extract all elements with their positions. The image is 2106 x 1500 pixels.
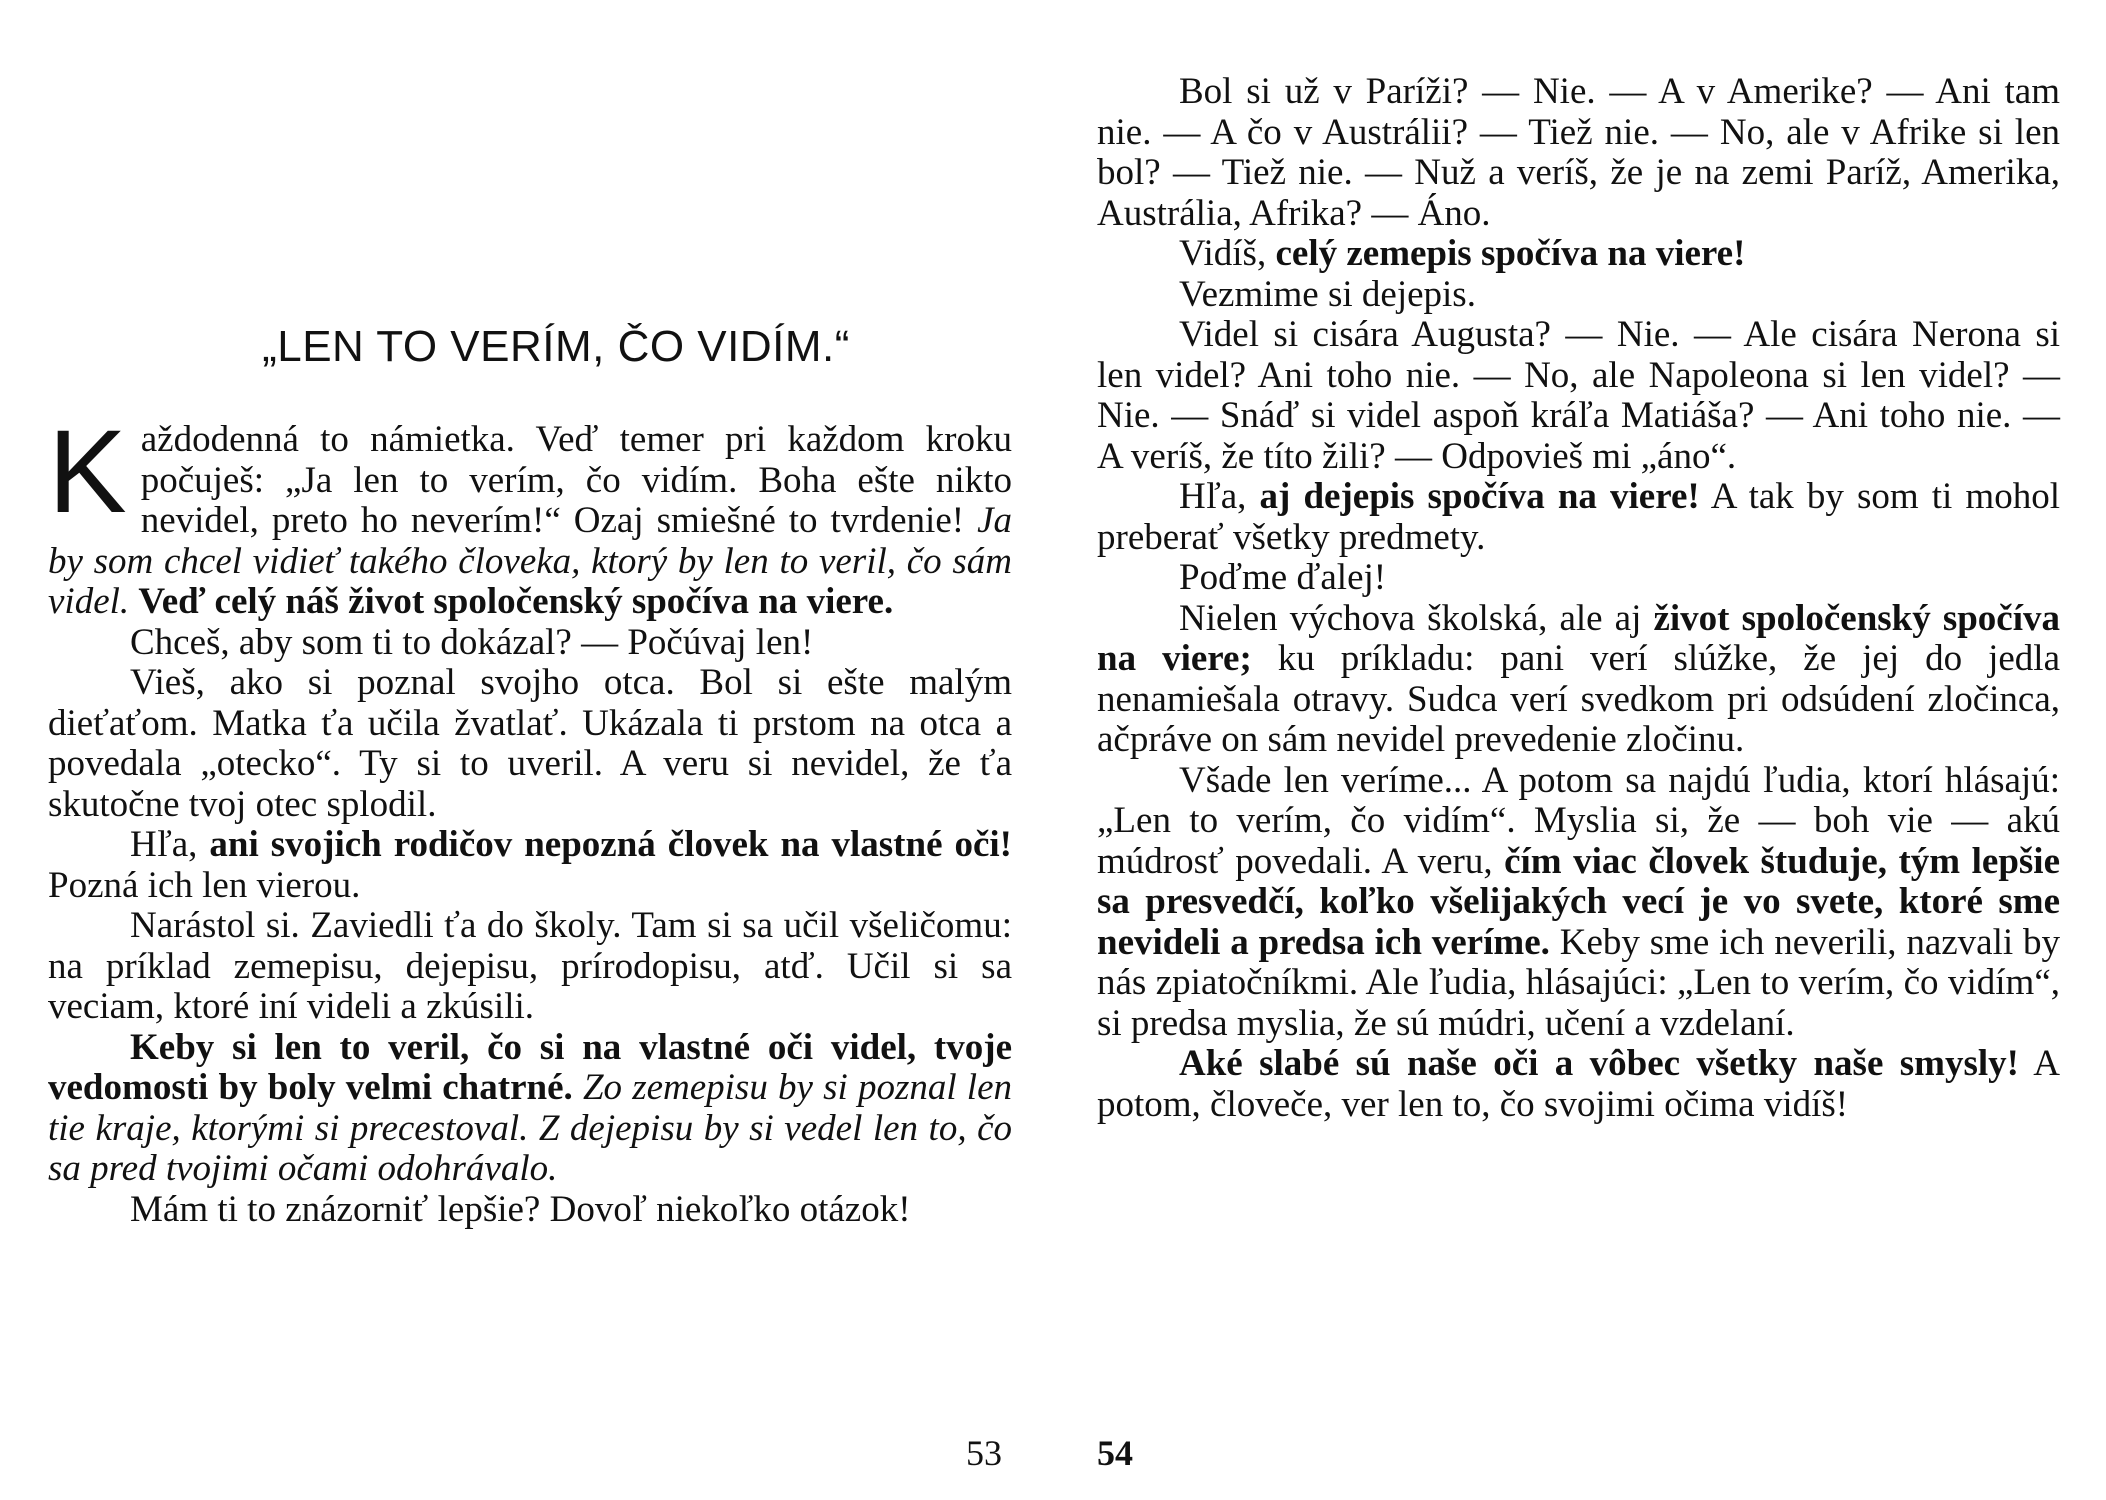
- bold-text: život spoločenský spočíva na viere;: [1097, 597, 2061, 679]
- paragraph-text: Nielen výchova školská, ale aj: [1179, 597, 1654, 639]
- paragraph: Videl si cisára Augusta? — Nie. — Ale cisára Nerona si len videl? Ani toho nie. — No, ale Napoleona si len videl? — Nie. — Snáď si videl aspoň kráľa Matiáša? — Ani toho nie. — A veríš, že títo žili? — Odpovieš mi „áno“.: [1097, 314, 2060, 477]
- right-page-body: [1097, 72, 2060, 1125]
- paragraph: [48, 1028, 1012, 1190]
- italic-text: Ja by som chcel vidieť takého človeka, ktorý by len to veril, čo sám videl.: [48, 500, 1012, 622]
- paragraph: [48, 406, 1012, 623]
- paragraph: Mám ti to znázorniť lepšie? Dovoľ niekoľko otázok!: [130, 1188, 911, 1230]
- bold-text: Veď celý náš život spoločenský spočíva na viere.: [138, 581, 894, 622]
- paragraph: [1097, 761, 2060, 1045]
- paragraph: Poďme ďalej!: [1179, 557, 1387, 598]
- paragraph-text: Všade len veríme... A potom sa najdú ľudia, ktorí hlásajú: „Len to verím, čo vidím“. Myslia si, že — boh vie — akú múdrosť povedali. A veru,: [1097, 759, 2060, 882]
- paragraph-text: A potom, človeče, ver len to, čo svojimi očima vidíš!: [1097, 1043, 2060, 1125]
- bold-text: aj dejepis spočíva na viere!: [1259, 476, 1700, 517]
- paragraph: Narástol si. Zaviedli ťa do školy. Tam si sa učil všeličomu: na príklad zemepisu, dejepisu, prírodopisu, atď. Učil si sa veciam, ktoré iní videli a zkúsili.: [48, 905, 1012, 1027]
- drop-cap: K: [48, 406, 127, 538]
- paragraph-text: aždodenná to námietka. Veď temer pri každom kroku počuješ: „Ja len to verím, čo vidím. Boha ešte nikto nevidel, preto ho neverím!“ Ozaj smiešné to tvrdenie!: [140, 419, 1012, 541]
- bold-text: čím viac človek študuje, tým lepšie sa presvedčí, koľko všelijakých vecí je vo svete, ktoré sme nevideli a predsa ich veríme.: [1097, 840, 2060, 963]
- left-page: [48, 0, 1012, 1500]
- paragraph: [1097, 599, 2060, 761]
- paragraph: Bol si už v Paríži? — Nie. — A v Amerike? — Ani tam nie. — A čo v Austrálii? — Tiež nie. — No, ale v Afrike si len bol? — Tiež nie. — Nuž a veríš, že je na zemi Paríž, Amerika, Austrália, Afrika? — Áno.: [1097, 71, 2060, 234]
- bold-text: Aké slabé sú naše oči a vôbec všetky naše smysly!: [1179, 1043, 2019, 1084]
- paragraph-text: A tak by som ti mohol preberať všetky predmety.: [1097, 476, 2060, 558]
- paragraph: Chceš, aby som ti to dokázal? — Počúvaj len!: [130, 621, 814, 663]
- paragraph: Vezmime si dejepis.: [1179, 273, 1476, 315]
- bold-text: celý zemepis spočíva na viere!: [1275, 233, 1746, 274]
- paragraph-text: Pozná ich len vierou.: [48, 864, 361, 906]
- paragraph-text: Keby sme ich neverili, nazvali by nás zpiatočníkmi. Ale ľudia, hlásajúci: „Len to verím, čo vidím“, si predsa myslia, že sú múdri, učení a vzdelaní.: [1097, 921, 2061, 1044]
- paragraph-text: Vidíš,: [1179, 233, 1276, 274]
- paragraph-text: ku príkladu: pani verí slúžke, že jej do jedla nenamiešala otravy. Sudca verí svedkom pri odsúdení zločinca, ačpráve on sám nevidel prevedenie zločinu.: [1097, 638, 2060, 760]
- page-number: 54: [1097, 1433, 1133, 1473]
- page-number: 53: [966, 1433, 1002, 1473]
- paragraph: [48, 825, 1012, 906]
- chapter-title: „LEN TO VERÍM, ČO VIDÍM.“: [262, 322, 850, 371]
- left-page-body: [48, 406, 1013, 1230]
- bold-text: Keby si len to veril, čo si na vlastné oči videl, tvoje vedomosti by boly velmi chatrné.: [48, 1026, 1012, 1108]
- paragraph-text: Hľa,: [130, 824, 210, 865]
- paragraph: [1097, 234, 2060, 275]
- paragraph: [1097, 1044, 2060, 1125]
- right-page: [1097, 0, 2060, 1500]
- bold-text: ani svojich rodičov nepozná človek na vlastné oči!: [209, 824, 1012, 865]
- paragraph-text: Hľa,: [1179, 476, 1260, 517]
- paragraph: Vieš, ako si poznal svojho otca. Bol si ešte malým dieťaťom. Matka ťa učila žvatlať. Ukázala ti prstom na otca a povedala „otecko“. Ty si to uveril. A veru si nevidel, že ťa skutočne tvoj otec splodil.: [48, 662, 1012, 825]
- paragraph: [1097, 477, 2060, 558]
- italic-text: Zo zemepisu by si poznal len tie kraje, ktorými si precestoval. Z dejepisu by si vedel len to, čo sa pred tvojimi očami odohrávalo.: [48, 1067, 1013, 1189]
